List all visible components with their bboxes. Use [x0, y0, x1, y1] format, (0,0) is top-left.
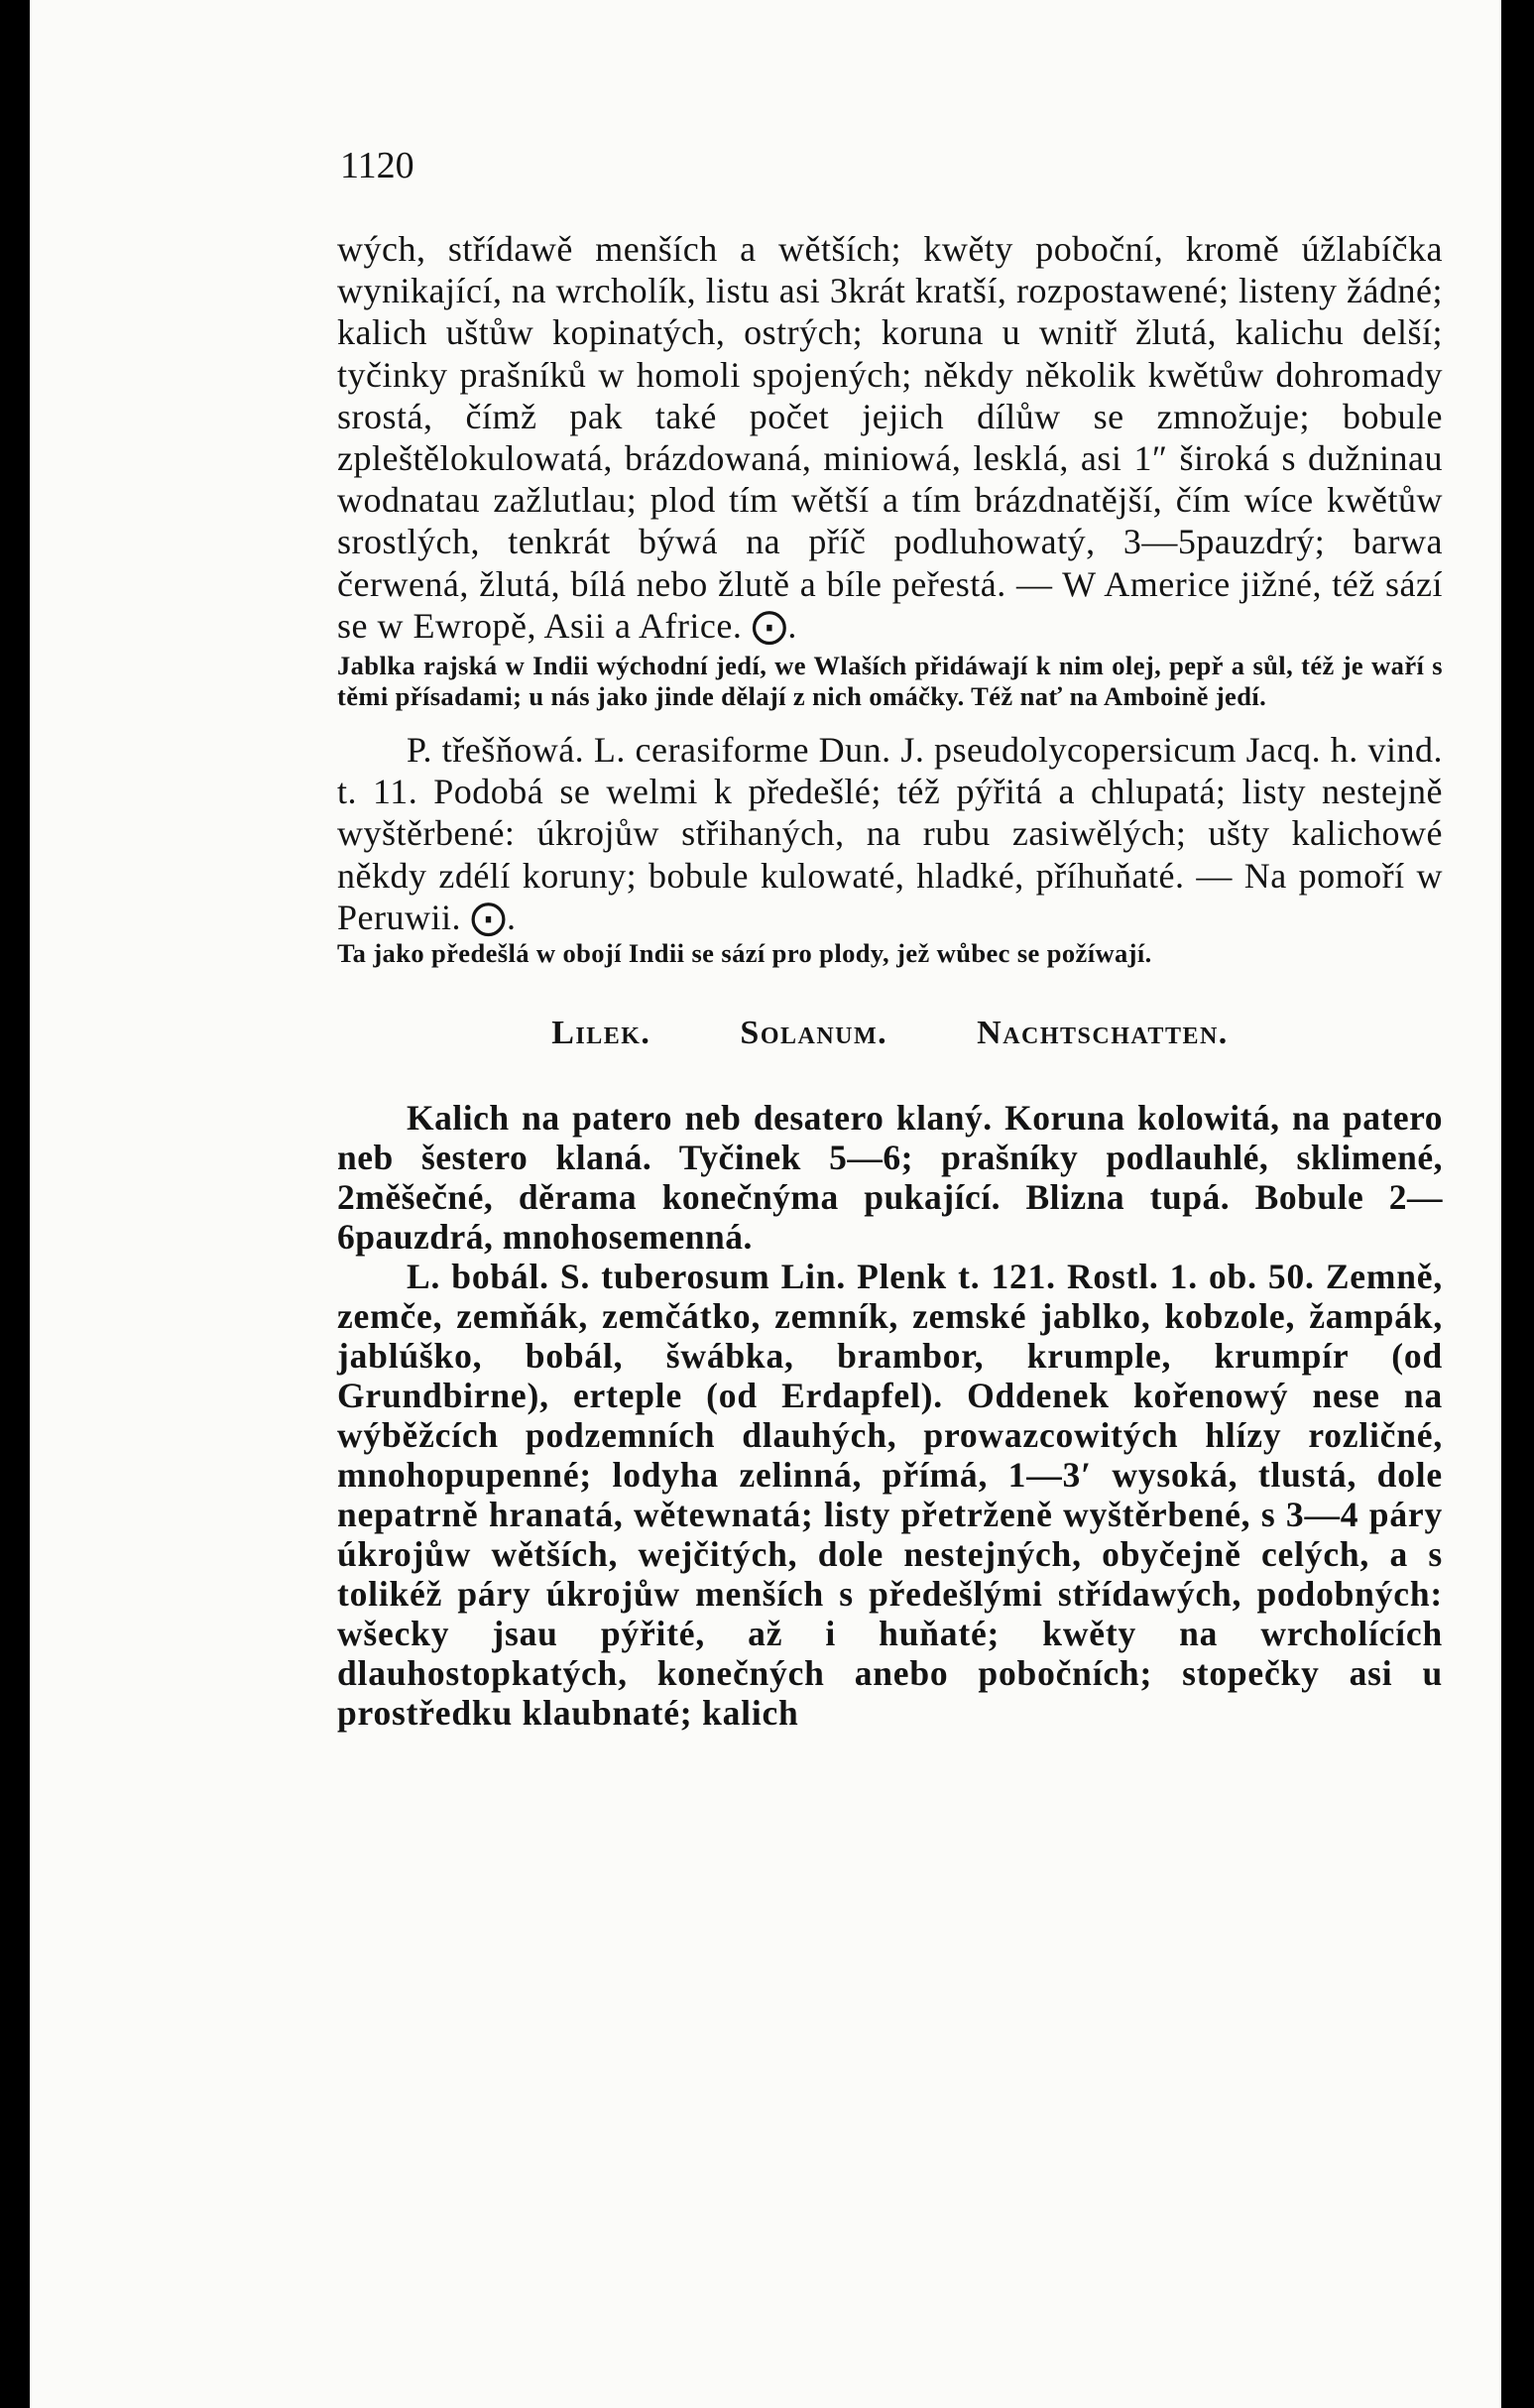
- note-paragraph: Ta jako předešlá w obojí Indii se sází pro plody, jež wůbec se požíwají.: [337, 938, 1152, 969]
- genus-name-czech: Lilek.: [551, 1014, 651, 1051]
- genus-heading: [337, 1013, 1443, 1054]
- page-number: 1120: [340, 145, 414, 186]
- note-paragraph: Jablka rajská w Indii wýchodní jedí, we Wlaších přidáwají k nim olej, pepř a sůl, též je waří s těmi přísadami; u nás jako jinde dělají z nich omáčky. Též nať na Amboině jedí.: [337, 651, 1443, 711]
- paragraph-continuation: wých, střídawě menších a wětších; kwěty poboční, kromě úžlabíčka wynikající, na wrcholík, listu asi 3krát kratší, rozpostawené; listeny žádné; kalich uštůw kopinatých, ostrých; koruna u wnitř žlutá, kalichu delší; tyčinky prašníků w homoli spojených; někdy několik kwětůw dohromady srostá, čímž pak také počet jejich dílůw se zmnožuje; bobule zpleštělokulowatá, brázdowaná, miniowá, lesklá, asi 1″ široká s dužninau wodnatau zažlutlau; plod tím wětší a tím brázdnatější, čím wíce kwětůw srostlých, tenkrát býwá na příč podluhowatý, 3—5pauzdrý; barwa čerwená, žlutá, bílá nebo žlutě a bíle peřestá. — W Americe jižné, též sází se w Ewropě, Asii a Africe. ⨀.: [337, 229, 1443, 646]
- species-paragraph: P. třešňowá. L. cerasiforme Dun. J. pseudolycopersicum Jacq. h. vind. t. 11. Podobá se welmi k předešlé; též pýřitá a chlupatá; listy nestejně wyštěrbené: úkrojůw střihaných, na rubu zasiwělých; ušty kalichowé někdy zdélí koruny; bobule kulowaté, hladké, příhuňaté. — Na pomoří w Peruwii. ⨀.: [337, 730, 1443, 937]
- page-text: [337, 228, 1443, 1733]
- genus-description: Kalich na patero neb desatero klaný. Koruna kolowitá, na patero neb šestero klaná. Tyčinek 5—6; prašníky podlauhlé, sklimené, 2měšečné, děrama konečnýma pukající. Blizna tupá. Bobule 2—6pauzdrá, mnohosemenná.: [337, 1097, 1443, 1257]
- genus-name-german: Nachtschatten.: [977, 1014, 1229, 1051]
- genus-name-latin: Solanum.: [740, 1014, 888, 1051]
- book-page: [30, 0, 1501, 2408]
- species-paragraph: L. bobál. S. tuberosum Lin. Plenk t. 121. Rostl. 1. ob. 50. Zemně, zemče, zemňák, zemčátko, zemník, zemské jablko, kobzole, žampák, jablúško, bobál, šwábka, brambor, krumple, krumpír (od Grundbirne), erteple (od Erdapfel). Oddenek kořenowý nese na wýběžcích podzemních dlauhých, prowazcowitých hlízy rozličné, mnohopupenné; lodyha zelinná, přímá, 1—3′ wysoká, tlustá, dole nepatrně hranatá, wětewnatá; listy přetrženě wyštěrbené, s 3—4 páry úkrojůw wětších, wejčitých, dole nestejných, obyčejně celých, a s tolikéž páry úkrojůw menších s předešlými střídawých, podobných: wšecky jsau pýřité, až i huňaté; kwěty na wrcholících dlauhostopkatých, konečných anebo pobočních; stopečky asi u prostředku klaubnaté; kalich: [337, 1256, 1443, 1733]
